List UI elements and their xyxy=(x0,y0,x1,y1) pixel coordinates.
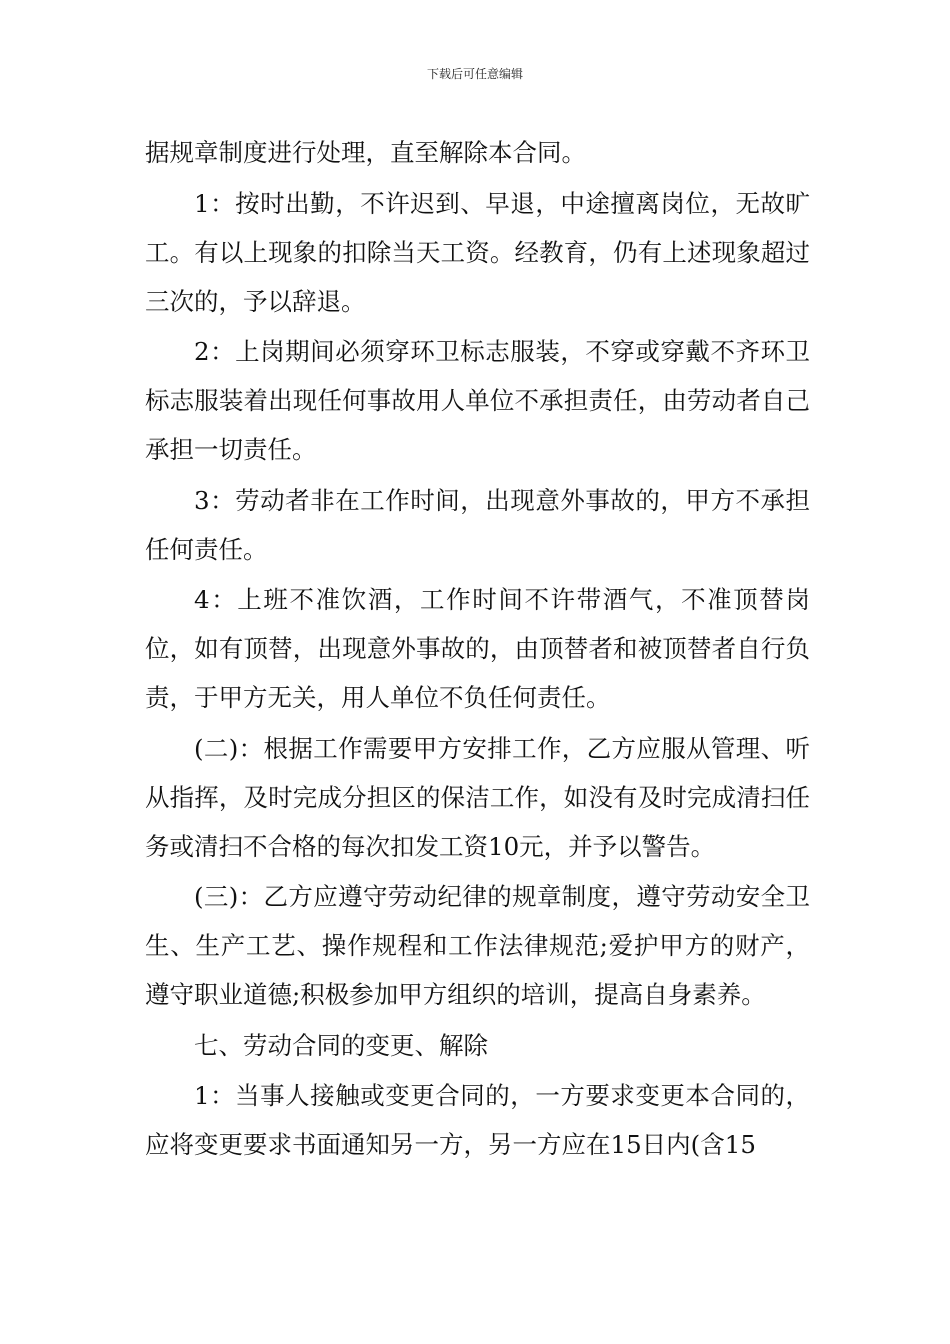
paragraph: 1：当事人接触或变更合同的，一方要求变更本合同的，应将变更要求书面通知另一方，另一方应在15日内(含15 xyxy=(145,1081,810,1159)
paragraph: 1：按时出勤，不许迟到、早退，中途擅离岗位，无故旷工。有以上现象的扣除当天工资。经教育，仍有上述现象超过三次的，予以辞退。 xyxy=(145,188,810,316)
paragraph: 4：上班不准饮酒，工作时间不许带酒气，不准顶替岗位，如有顶替，出现意外事故的，由顶替者和被顶替者自行负责，于甲方无关，用人单位不负任何责任。 xyxy=(145,585,810,712)
document-body xyxy=(145,128,810,1171)
paragraph: (二)：根据工作需要甲方安排工作，乙方应服从管理、听从指挥，及时完成分担区的保洁工作，如没有及时完成清扫任务或清扫不合格的每次扣发工资10元，并予以警告。 xyxy=(145,733,810,861)
paragraph: 2：上岗期间必须穿环卫标志服装，不穿或穿戴不齐环卫标志服装着出现任何事故用人单位不承担责任，由劳动者自己承担一切责任。 xyxy=(145,337,810,464)
paragraph: 据规章制度进行处理，直至解除本合同。 xyxy=(145,138,586,167)
page-header: 下载后可任意编辑 xyxy=(426,67,523,81)
section-heading: 七、劳动合同的变更、解除 xyxy=(194,1030,488,1060)
paragraph: 3：劳动者非在工作时间，出现意外事故的，甲方不承担任何责任。 xyxy=(145,485,810,564)
paragraph: (三)：乙方应遵守劳动纪律的规章制度，遵守劳动安全卫生、生产工艺、操作规程和工作法律规范;爱护甲方的财产，遵守职业道德;积极参加甲方组织的培训，提高自身素养。 xyxy=(145,882,810,1009)
